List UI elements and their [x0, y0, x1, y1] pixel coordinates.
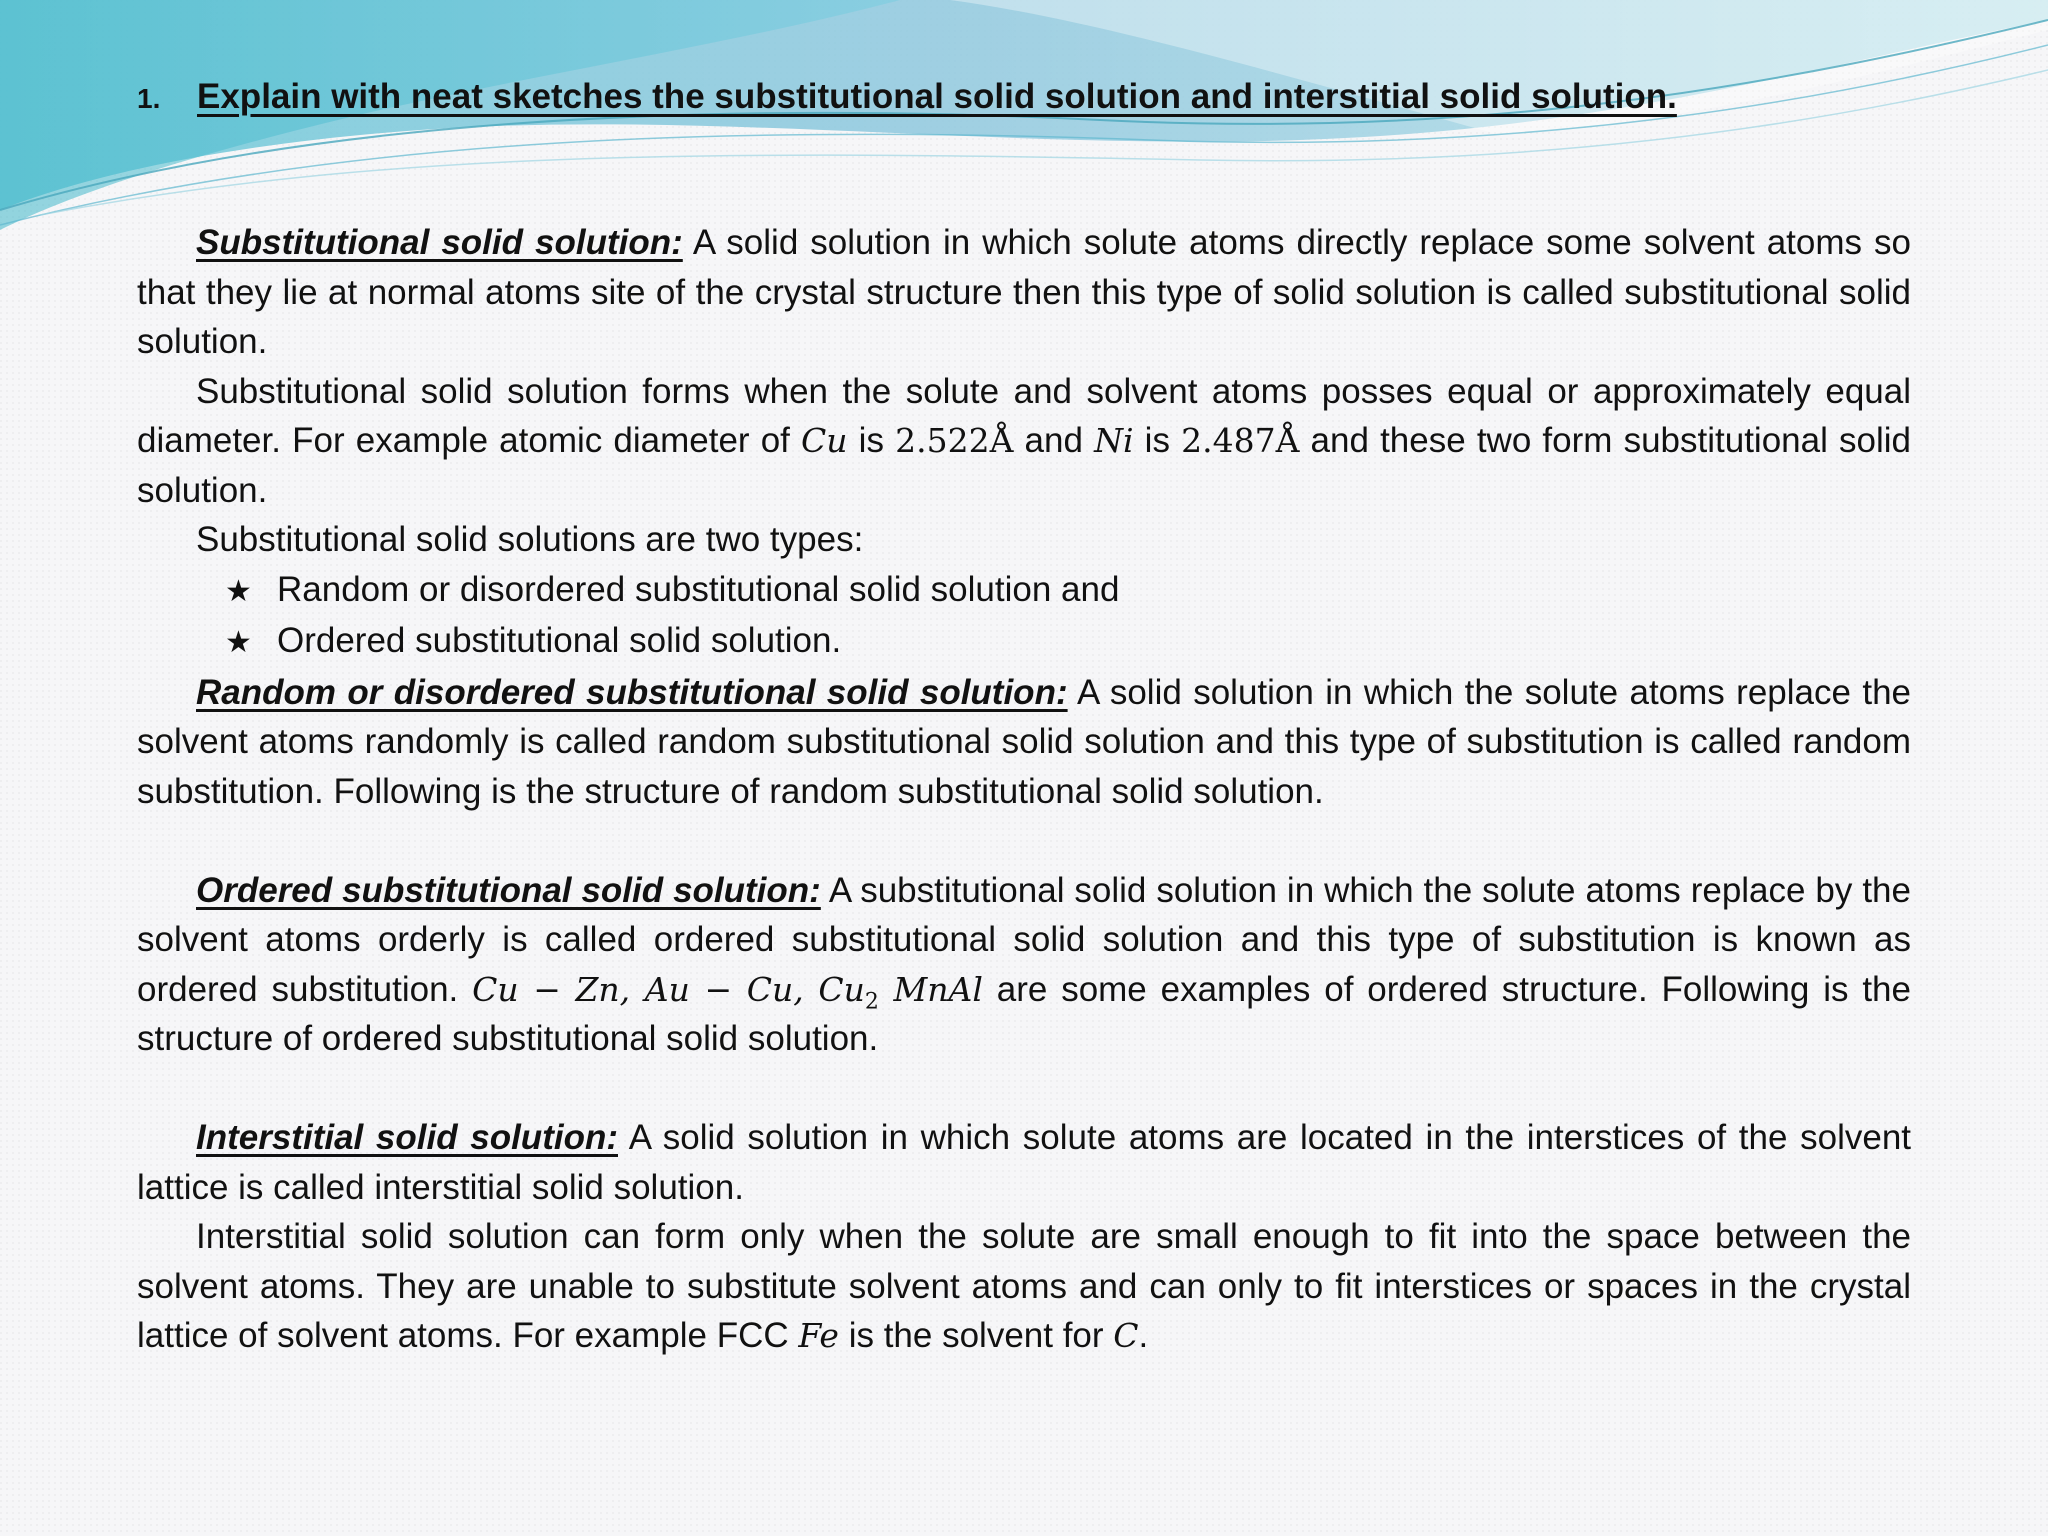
term-ordered-substitutional: Ordered substitutional solid solution: — [196, 870, 821, 910]
math-cu: Cu — [801, 421, 848, 460]
math-subscript: 2 — [864, 989, 879, 1015]
math-ni: Ni — [1094, 421, 1134, 460]
term-random-substitutional: Random or disordered substitutional solid solution: — [196, 672, 1068, 712]
slide-content — [137, 70, 1911, 1361]
paragraph-random-substitution — [137, 668, 1911, 817]
answer-body — [137, 218, 1911, 1361]
paragraph-text: A solid solution in which the solute atoms replace the solvent atoms randomly is called random substitutional solid solution and this type of substitution is called random substitution. Following is the structure of random substitutional solid solution. — [137, 672, 1911, 811]
spacer — [137, 816, 1911, 866]
spacer — [137, 1064, 1911, 1114]
paragraph-text: is — [847, 421, 896, 460]
paragraph-text: Interstitial solid solution can form only when the solute are small enough to fit into the space between the solvent atoms. They are unable to substitute solvent atoms and can only to fit interstices or spaces in the crystal lattice of solvent atoms. For example FCC — [137, 1217, 1911, 1355]
paragraph-text: is — [1133, 421, 1182, 460]
paragraph-text: . — [1138, 1316, 1149, 1355]
term-substitutional: Substitutional solid solution: — [196, 223, 683, 262]
paragraph-text: A substitutional solid solution in which the solute atoms replace by the solvent atoms orderly is called ordered substitutional solid solution and this type of substitution is known as ordered substitution. — [137, 870, 1911, 1009]
math-ordered-examples — [472, 969, 983, 1015]
math-cu-diameter: 2.522Å — [895, 421, 1014, 460]
question-heading — [137, 70, 1911, 126]
math-text: MnAl — [878, 969, 983, 1009]
paragraph-text: and — [1013, 421, 1095, 460]
paragraph-interstitial-conditions — [137, 1212, 1911, 1361]
paragraph-types-intro: Substitutional solid solutions are two types: — [196, 520, 864, 559]
paragraph-text: are some examples of ordered structure. Following is the structure of ordered substitutional solid solution. — [137, 969, 1911, 1058]
list-item — [225, 565, 1911, 617]
math-ni-diameter: 2.487Å — [1181, 421, 1300, 460]
math-text: Cu − Zn, Au − Cu, Cu — [472, 969, 865, 1009]
paragraph-substitutional-definition — [137, 218, 1911, 367]
paragraph-text: and these two form substitutional solid solution. — [137, 421, 1911, 510]
paragraph-text: is the solvent for — [838, 1316, 1114, 1355]
list-item — [225, 616, 1911, 668]
list-item-text: Random or disordered substitutional solid solution and — [277, 569, 1120, 609]
question-text: Explain with neat sketches the substitutional solid solution and interstitial solid solution. — [197, 77, 1677, 116]
paragraph-substitutional-conditions — [137, 367, 1911, 516]
math-c: C — [1113, 1316, 1139, 1355]
star-bullet-icon: ★ — [225, 625, 252, 660]
list-item-text: Ordered substitutional solid solution. — [277, 621, 842, 660]
paragraph-interstitial-definition — [137, 1113, 1911, 1212]
paragraph-text: A solid solution in which solute atoms are located in the interstices of the solvent lattice is called interstitial solid solution. — [137, 1118, 1912, 1207]
question-number: 1. — [137, 83, 161, 114]
paragraph-ordered-substitution — [137, 866, 1911, 1064]
term-interstitial: Interstitial solid solution: — [196, 1118, 618, 1157]
math-fe: Fe — [798, 1316, 839, 1355]
star-bullet-icon: ★ — [225, 573, 252, 609]
paragraph-text: Substitutional solid solution forms when the solute and solvent atoms posses equal or approximately equal diameter. For example atomic diameter of — [137, 371, 1911, 460]
paragraph-text: A solid solution in which solute atoms directly replace some solvent atoms so that they lie at normal atoms site of the crystal structure then this type of solid solution is called substitutional solid solution. — [137, 223, 1911, 361]
types-list — [137, 565, 1911, 668]
